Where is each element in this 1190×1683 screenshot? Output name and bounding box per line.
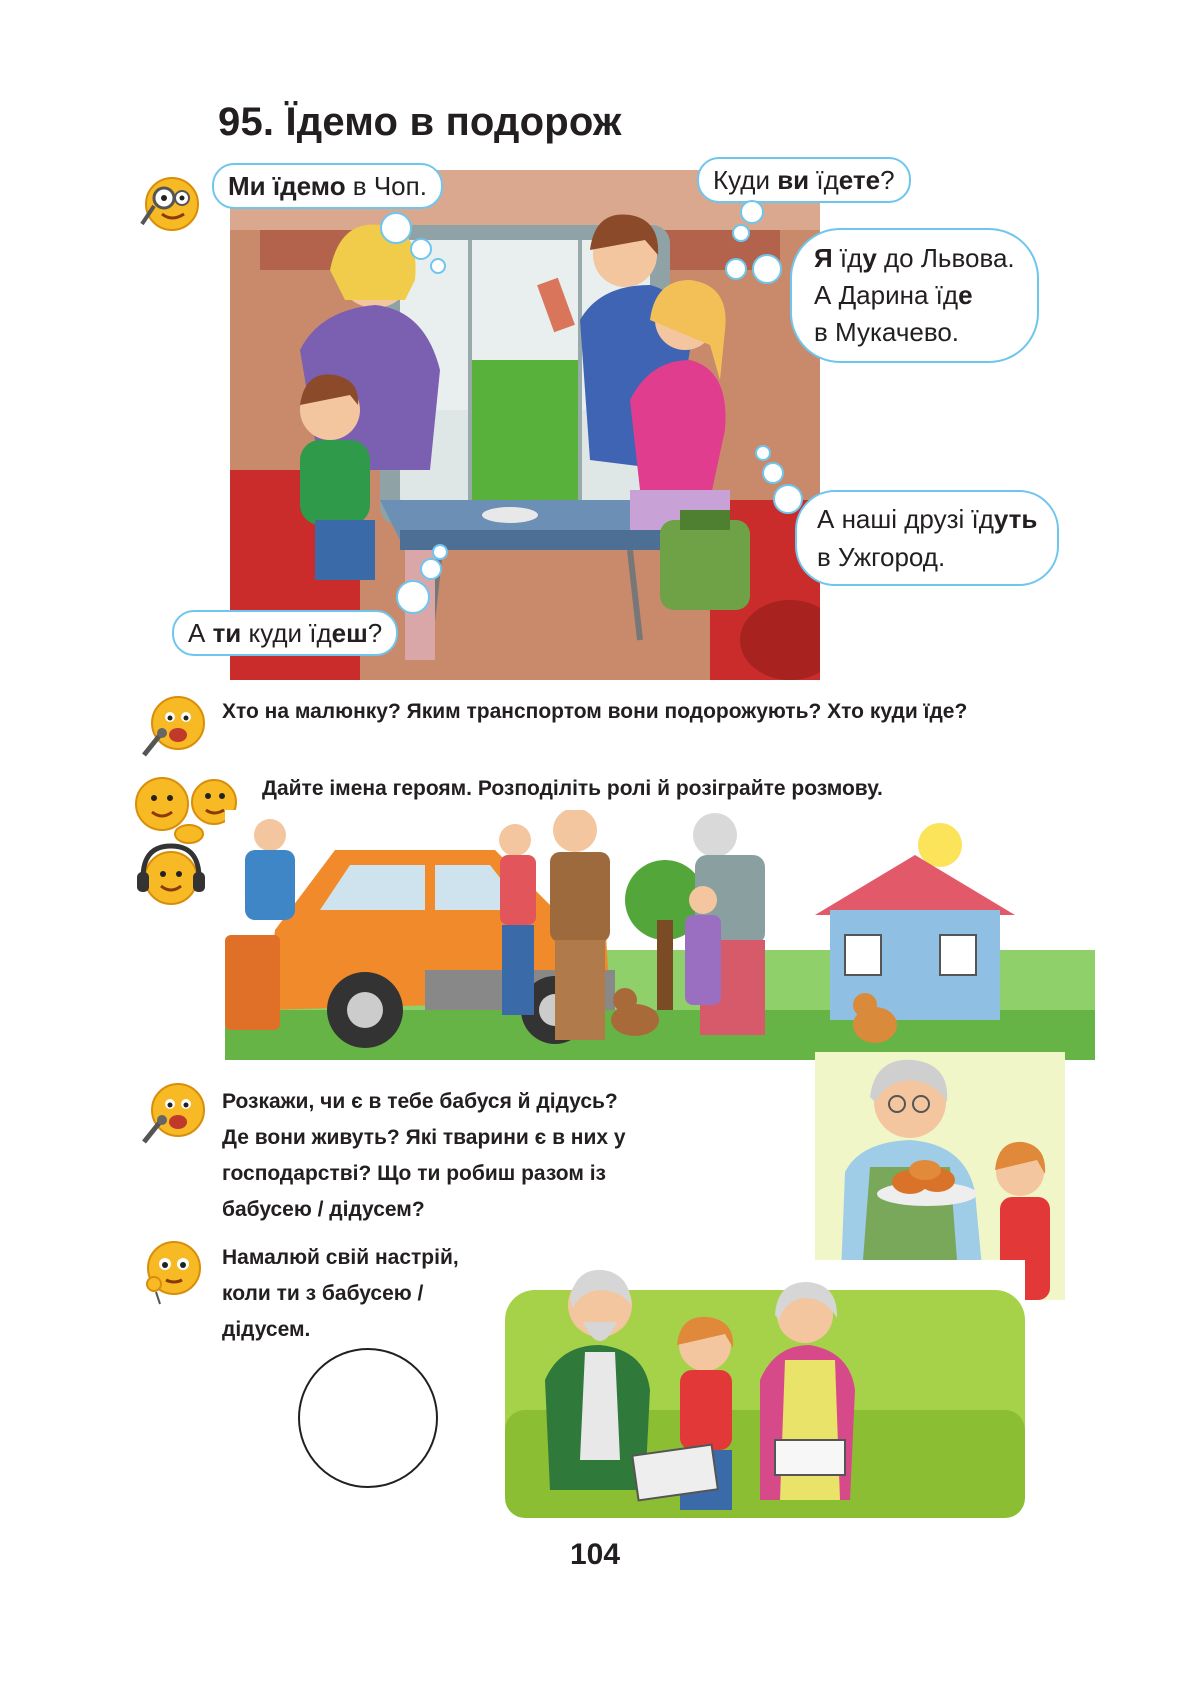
speech-bubble-where-you [172, 610, 398, 656]
bubble-text: ? [367, 618, 383, 648]
task-line: бабусею / дідусем? [222, 1198, 425, 1221]
bubble-bold-text: ете [838, 165, 881, 195]
bubble-text: А [188, 618, 213, 648]
grandparents-reading-illustration [505, 1260, 1025, 1518]
bubble-tail-dot [755, 445, 771, 461]
task-line: Розкажи, чи є в тебе бабуся й дідусь? [222, 1090, 618, 1113]
mood-drawing-circle[interactable] [298, 1348, 438, 1488]
bubble-tail-dot [762, 462, 784, 484]
task-line: Де вони живуть? Які тварини є в них у [222, 1126, 626, 1149]
train-compartment-illustration [230, 170, 820, 680]
headphones-emoji-icon [135, 840, 207, 915]
thinking-emoji-icon [138, 1236, 208, 1311]
bubble-bold-text: еш [331, 618, 368, 648]
speech-bubble-chop [212, 163, 443, 209]
page-title: 95. Їдемо в подорож [218, 100, 622, 144]
bubble-text: їд [809, 165, 839, 195]
speech-bubble-uzhhorod [795, 490, 1059, 586]
bubble-tail-dot [430, 258, 446, 274]
bubble-text: їд [832, 243, 863, 273]
bubble-bold-text: ти [212, 618, 242, 648]
bubble-tail-dot [410, 238, 432, 260]
bubble-text: куди їд [241, 618, 332, 648]
bubble-text: в Мукачево. [814, 317, 960, 347]
task-line: дідусем. [222, 1318, 311, 1341]
bubble-bold-text: Я [814, 243, 833, 273]
magnifier-emoji-icon [138, 168, 208, 239]
page-number: 104 [569, 1538, 621, 1571]
bubble-bold-text: Ми їдемо [228, 171, 346, 201]
bubble-bold-text: е [958, 280, 973, 310]
bubble-tail-dot [432, 544, 448, 560]
microphone-emoji-icon [140, 693, 210, 764]
bubble-text: в Чоп. [345, 171, 427, 201]
bubble-tail-dot [740, 200, 764, 224]
bubble-text: Куди [713, 165, 778, 195]
task-line: коли ти з бабусею / [222, 1282, 424, 1305]
bubble-tail-dot [725, 258, 747, 280]
task-give-names: Дайте імена героям. Розподіліть ролі й розіграйте розмову. [262, 777, 883, 800]
speech-bubble-lviv [790, 228, 1039, 363]
bubble-tail-dot [420, 558, 442, 580]
bubble-tail-dot [732, 224, 750, 242]
microphone-emoji-icon [140, 1080, 210, 1151]
task-draw-mood [222, 1240, 542, 1348]
speech-bubble-where-you-go [697, 157, 911, 203]
task-line: господарстві? Що ти робиш разом із [222, 1162, 606, 1185]
task-line: Намалюй свій настрій, [222, 1246, 459, 1269]
bubble-bold-text: у [862, 243, 877, 273]
task-who-in-picture: Хто на малюнку? Яким транспортом вони подорожують? Хто куди їде? [222, 700, 968, 723]
bubble-text: в Ужгород. [817, 542, 946, 572]
car-visit-grandparents-illustration [225, 810, 1095, 1060]
bubble-text: А Дарина їд [814, 280, 959, 310]
bubble-text: ? [880, 165, 895, 195]
bubble-tail-dot [380, 212, 412, 244]
bubble-text: А наші друзі їд [817, 504, 994, 534]
bubble-tail-dot [752, 254, 782, 284]
bubble-text: до Львова. [876, 243, 1015, 273]
task-tell-grandparents [222, 1084, 807, 1228]
bubble-tail-dot [396, 580, 430, 614]
bubble-tail-dot [773, 484, 803, 514]
bubble-bold-text: ви [777, 165, 810, 195]
bubble-bold-text: уть [993, 504, 1038, 534]
